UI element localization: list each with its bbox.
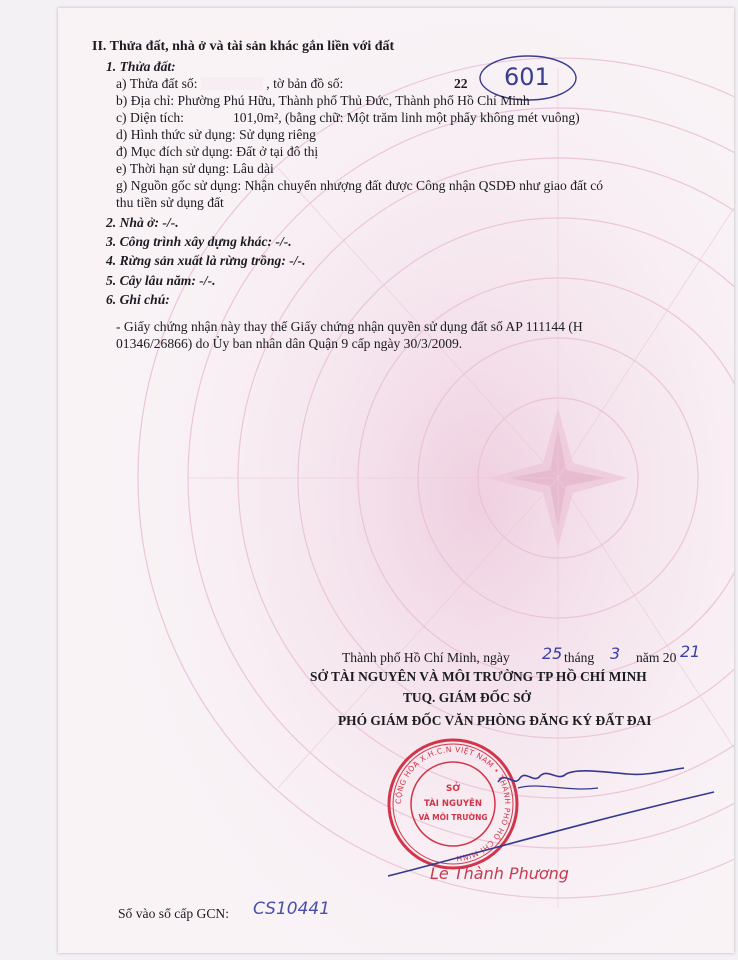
house-line: 2. Nhà ở: -/-. [106, 215, 179, 230]
origin-line-2: thu tiền sử dụng đất [116, 195, 224, 210]
signature-scribble [388, 748, 718, 878]
date-year-hand: 21 [680, 642, 701, 661]
map-sheet-value: 22 [454, 76, 468, 91]
handwritten-number: 601 [504, 63, 550, 91]
certificate-page [58, 8, 734, 953]
land-heading: 1. Thửa đất: [106, 59, 176, 74]
role-line-2: PHÓ GIÁM ĐỐC VĂN PHÒNG ĐĂNG KÝ ĐẤT ĐAI [338, 713, 652, 728]
seal-center-line-2: TÀI NGUYÊN [424, 799, 482, 809]
notes-line-1: - Giấy chứng nhận này thay thế Giấy chứng nhận quyền sử dụng đất số AP 111144 (H [116, 319, 583, 334]
seal-center-line-1: SỞ [445, 784, 461, 794]
area-label: c) Diện tích: [116, 110, 184, 125]
registry-label: Số vào sổ cấp GCN: [118, 906, 230, 921]
usage-form: d) Hình thức sử dụng: Sử dụng riêng [116, 127, 316, 142]
usage-term: e) Thời hạn sử dụng: Lâu dài [116, 161, 274, 176]
seal-center-line-3: VÀ MÔI TRƯỜNG [418, 813, 488, 822]
signer-name: Lê Thành Phương [430, 864, 569, 883]
area-value: 101,0m², (bằng chữ: Một trăm linh một phẩy không mét vuông) [233, 110, 580, 125]
section-title: II. Thửa đất, nhà ở và tài sản khác gắn liền với đất [92, 39, 395, 54]
registry-value: CS10441 [253, 899, 331, 919]
parcel-redaction [201, 77, 263, 90]
usage-purpose: đ) Mục đích sử dụng: Đất ở tại đô thị [116, 144, 319, 159]
construction-line: 3. Công trình xây dựng khác: -/-. [106, 234, 292, 249]
date-prefix: Thành phố Hồ Chí Minh, ngày [342, 650, 510, 665]
role-line-1: TUQ. GIÁM ĐỐC SỞ [403, 690, 531, 705]
issuing-organization: SỞ TÀI NGUYÊN VÀ MÔI TRƯỜNG TP HỒ CHÍ MINH [310, 669, 647, 684]
notes-line-2: 01346/26866) do Ủy ban nhân dân Quận 9 cấp ngày 30/3/2009. [116, 336, 463, 351]
perennial-line: 5. Cây lâu năm: -/-. [106, 273, 216, 288]
area-row [116, 110, 184, 126]
notes-heading: 6. Ghi chú: [106, 292, 170, 307]
date-year-label: năm 20 [636, 650, 677, 665]
forest-line: 4. Rừng sản xuất là rừng trồng: -/-. [106, 253, 306, 268]
seal-ring-text: CỘNG HÒA X.H.C.N VIỆT NAM • THÀNH PHỐ HỒ CHÍ MINH [393, 744, 513, 863]
date-month: 3 [610, 644, 621, 663]
address-line: b) Địa chỉ: Phường Phú Hữu, Thành phố Thủ Đức, Thành phố Hồ Chí Minh [116, 93, 530, 108]
map-sheet-label: , tờ bản đồ số: [266, 76, 344, 91]
date-month-label: tháng [564, 650, 595, 665]
parcel-label: a) Thửa đất số: [116, 76, 198, 91]
date-day: 25 [542, 644, 563, 663]
parcel-row [116, 76, 343, 92]
origin-line-1: g) Nguồn gốc sử dụng: Nhận chuyển nhượng đất được Công nhận QSDĐ như giao đất có [116, 178, 604, 193]
